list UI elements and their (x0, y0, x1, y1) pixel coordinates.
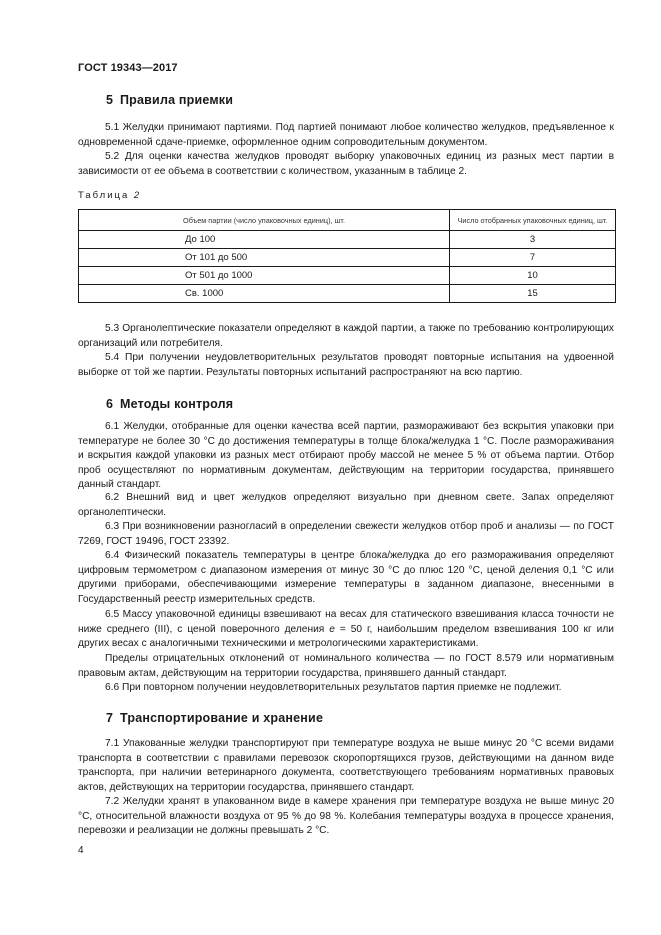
table-caption: Таблица 2 (78, 190, 140, 201)
table-row (79, 231, 616, 249)
section-7-number: 7 (106, 711, 114, 725)
table-cell-count: 10 (450, 267, 616, 285)
table-cell-count: 7 (450, 249, 616, 267)
table-cell-lot: От 501 до 1000 (79, 267, 450, 285)
document-id: ГОСТ 19343—2017 (78, 62, 178, 74)
page-number: 4 (78, 845, 84, 856)
table-row (79, 267, 616, 285)
table-row (79, 249, 616, 267)
section-5-heading (106, 93, 233, 107)
table-cell-lot: Св. 1000 (79, 285, 450, 303)
paragraph-5-3: 5.3 Органолептические показатели определяют в каждой партии, а также по требованию контролирующих организаций или потребителя. (78, 323, 614, 349)
section-5-title: Правила приемки (120, 93, 234, 107)
table-header-row (79, 210, 616, 231)
table-row (79, 285, 616, 303)
paragraph-5-1: 5.1 Желудки принимают партиями. Под партией понимают любое количество желудков, предъявленное к одновременной сдаче-приемке, оформленное одним сопроводительным документом. (78, 122, 614, 148)
paragraph-6-1: 6.1 Желудки, отобранные для оценки качества всей партии, размораживают без вскрытия упаковки при температуре не более 30 °С до достижения температуры в толще блока/желудка 1 °С. После размораживания и вскрытия каждой упаковки из разных мест отбирают пробу массой не менее 5 % от объема партии. Отбор проб осуществляют по нормативным документам, действующим на территории государства, принявшего данный стандарт. (78, 421, 614, 490)
section-6-heading (106, 397, 233, 411)
paragraph-6-6: 6.6 При повторном получении неудовлетворительных результатов партия приемке не подлежит. (105, 682, 562, 693)
paragraph-6-3: 6.3 При возникновении разногласий в определении свежести желудков отбор проб и анализы — по ГОСТ 7269, ГОСТ 19496, ГОСТ 23392. (78, 521, 614, 547)
paragraph-6-4: 6.4 Физический показатель температуры в центре блока/желудка до его размораживания определяют цифровым термометром с диапазоном измерения от минус 30 °С до плюс 120 °С, ценой деления 0,1 °С или другими приборами, обеспечивающими измерение температуры в заданном диапазоне, внесенными в Государственный реестр измерительных средств. (78, 550, 614, 605)
paragraph-6-5-limits: Пределы отрицательных отклонений от номинального количества — по ГОСТ 8.579 или нормативным правовым актам, действующим на территории государства, принявшего данный стандарт. (78, 653, 614, 679)
paragraph-5-4: 5.4 При получении неудовлетворительных результатов проводят повторные испытания на удвоенной выборке от той же партии. Результаты повторных испытаний распространяют на всю партию. (78, 352, 614, 378)
paragraph-7-1: 7.1 Упакованные желудки транспортируют при температуре воздуха не выше минус 20 °С всеми видами транспорта в соответствии с правилами перевозок скоропортящихся грузов, действующими на данном виде транспорта, при наличии ветеринарного документа, соответствующего требованиям нормативных правовых актов, действующих на территории государства, принявшего стандарт. (78, 738, 614, 793)
lot-sampling-table (78, 209, 616, 303)
table-cell-lot: До 100 (79, 231, 450, 249)
section-7-heading (106, 711, 323, 725)
table-cell-count: 3 (450, 231, 616, 249)
section-6-number: 6 (106, 397, 114, 411)
paragraph-6-2: 6.2 Внешний вид и цвет желудков определяют визуально при дневном свете. Запах определяют органолептически. (78, 492, 614, 518)
section-6-title: Методы контроля (120, 397, 234, 411)
paragraph-7-2: 7.2 Желудки хранят в упакованном виде в камере хранения при температуре воздуха не выше минус 20 °С, относительной влажности воздуха от 95 % до 98 %. Колебания температуры воздуха в процессе хранения, перевозки и реализации не должны превышать 2 °С. (78, 796, 614, 836)
table-header-sample-count: Число отобранных упаковочных единиц, шт. (450, 210, 616, 231)
section-7-title: Транспортирование и хранение (120, 711, 324, 725)
table-cell-count: 15 (450, 285, 616, 303)
paragraph-6-5: 6.5 Массу упаковочной единицы взвешивают на весах для статического взвешивания класса точности не ниже среднего (III), с ценой поверочного деления e = 50 г, наибольшим пределом взвешивания 100 кг или других весах с аналогичными техническими и метрологическими характеристиками. (78, 609, 614, 649)
paragraph-5-2: 5.2 Для оценки качества желудков проводят выборку упаковочных единиц из разных мест партии в зависимости от ее объема в соответствии с количеством, указанным в таблице 2. (78, 151, 614, 177)
table-cell-lot: От 101 до 500 (79, 249, 450, 267)
section-5-number: 5 (106, 93, 114, 107)
table-header-lot-size: Объем партии (число упаковочных единиц), шт. (79, 210, 450, 231)
